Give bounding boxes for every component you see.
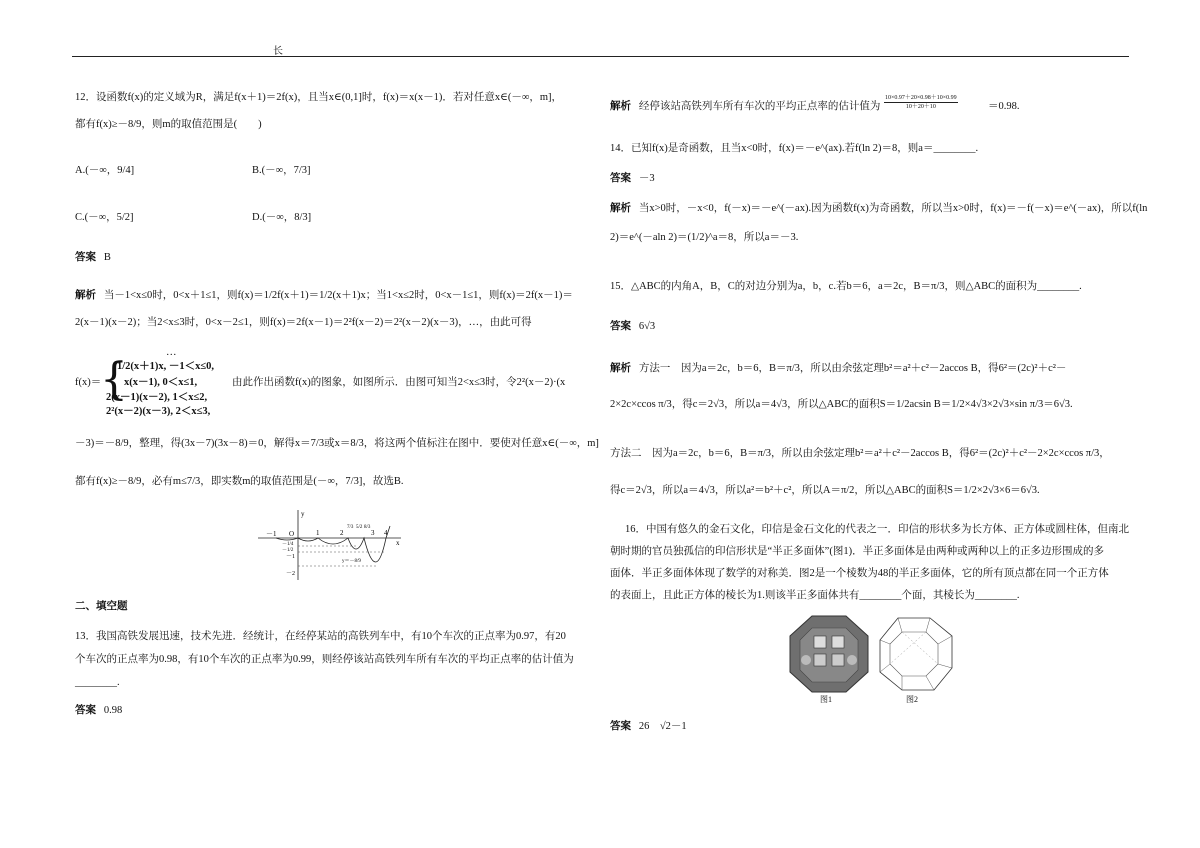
explain-label: 解析 (610, 203, 631, 214)
explain-text: 经停该站高铁列车所有车次的平均正点率的估计值为 (638, 101, 881, 112)
q15-answer (610, 320, 655, 334)
figure1-caption: 图1 (820, 695, 832, 704)
q16-answer (610, 720, 687, 734)
tick-label-8-3: 8/3 (364, 525, 371, 530)
tick-label-neg2: －2 (286, 571, 296, 577)
page-header-text: 长 (273, 46, 283, 57)
q13-explain (610, 100, 880, 114)
axis-label-x: x (396, 539, 400, 547)
q15-method2-line2: 得c＝2√3，所以a＝4√3，所以a²＝b²＋c²，所以A＝π/2，所以△ABC的面积S＝1/2×2√3×6＝6√3. (610, 485, 1040, 496)
q15-method1-line2: 2×2c×ccos π/3，得c＝2√3，所以a＝4√3，所以△ABC的面积S＝1/2acsin B＝1/2×4√3×2√3×sin π/3＝6√3. (610, 399, 1073, 410)
figure2-caption: 图2 (906, 695, 918, 704)
explain-label: 解析 (610, 363, 631, 374)
explain-label: 解析 (75, 290, 96, 301)
header-rule (72, 56, 1129, 57)
tick-label-neg1-y: －1 (286, 554, 296, 560)
piecewise-dots: … (166, 347, 177, 358)
tick-label-neg1: －1 (266, 530, 277, 538)
q13-line2: 个车次的正点率为0.98，有10个车次的正点率为0.99，则经停该站高铁列车所有车次的平均正点率的估计值为 (75, 654, 574, 665)
piecewise-fx: f(x)＝ (75, 377, 102, 388)
q12-option-d: D.(－∞，8/3] (252, 212, 312, 223)
fraction-denominator: 10＋20＋10 (905, 104, 936, 110)
q14-line1: 14．已知f(x)是奇函数，且当x<0时，f(x)＝－e^(ax).若f(ln 2)＝8，则a＝________. (610, 143, 979, 154)
q12-option-b: B.(－∞，7/3] (252, 165, 311, 176)
q15-method1-line1 (610, 362, 1066, 376)
section-heading: 二、填空题 (75, 601, 128, 612)
q12-answer (75, 251, 111, 265)
q12-line2: 都有f(x)≥－8/9，则m的取值范围是( ) (75, 119, 262, 130)
answer-value: 26 √2－1 (638, 721, 687, 732)
q12-explain-line3: －3)＝－8/9，整理，得(3x－7)(3x－8)＝0，解得x＝7/3或x＝8/3，将这两个值标注在图中．要使对任意x∈(－∞，m] (75, 438, 599, 449)
answer-value: B (103, 252, 111, 263)
piecewise-brace: { (100, 354, 128, 405)
q12-option-c: C.(－∞，5/2] (75, 212, 134, 223)
q16-line3: 面体．半正多面体体现了数学的对称美．图2是一个棱数为48的半正多面体，它的所有顶点都在同一个正方体 (610, 568, 1109, 579)
line-label: y＝－8/9 (342, 559, 361, 564)
q14-explain-line2: 2)＝e^(－aln 2)＝(1/2)^a＝8，所以a＝－3. (610, 232, 799, 243)
tick-label-1: 1 (316, 529, 320, 537)
tick-label-neg-half: －1/2 (282, 548, 294, 553)
q15-method2-line1: 方法二 因为a＝2c，b＝6，B＝π/3，所以由余弦定理b²＝a²＋c²－2accos B，得6²＝(2c)²＋c²－2×2c×ccos π/3， (610, 448, 1110, 459)
tick-label-neg-quarter: －1/4 (282, 542, 294, 547)
q13-explain-tail: ＝0.98. (988, 101, 1020, 112)
q13-line3: ________. (75, 677, 120, 688)
explain-text: 方法一 因为a＝2c，b＝6，B＝π/3，所以由余弦定理b²＝a²＋c²－2accos B，得6²＝(2c)²＋c²－ (638, 363, 1067, 374)
q14-answer (610, 172, 655, 186)
answer-value: －3 (638, 173, 655, 184)
tick-label-3: 3 (371, 529, 375, 537)
q16-line4: 的表面上，且此正方体的棱长为1.则该半正多面体共有________个面，其棱长为________. (610, 590, 1020, 601)
axis-label-y: y (301, 510, 305, 518)
q12-line1: 12．设函数f(x)的定义域为R，满足f(x＋1)＝2f(x)，且当x∈(0,1]时，f(x)＝x(x－1)．若对任意x∈(－∞，m]， (75, 92, 563, 103)
q16-line1: 16．中国有悠久的金石文化，印信是金石文化的代表之一．印信的形状多为长方体、正方体或圆柱体，但南北 (625, 524, 1129, 535)
explain-text: 当－1<x≤0时，0<x＋1≤1，则f(x)＝1/2f(x＋1)＝1/2(x＋1)x；当1<x≤2时，0<x－1≤1，则f(x)＝2f(x－1)＝ (103, 290, 573, 301)
q13-answer (75, 704, 122, 718)
answer-label: 答案 (610, 321, 631, 332)
q12-explain-line4: 都有f(x)≥－8/9，必有m≤7/3，即实数m的取值范围是(－∞，7/3]，故选B. (75, 476, 404, 487)
explain-text: 当x>0时，－x<0，f(－x)＝－e^(－ax).因为函数f(x)为奇函数，所以当x>0时，f(x)＝－f(－x)＝e^(－ax)，所以f(ln (638, 203, 1148, 214)
q16-line2: 朝时期的官员独孤信的印信形状是“半正多面体”(图1)．半正多面体是由两种或两种以上的正多边形围成的多 (610, 546, 1105, 557)
answer-label: 答案 (610, 173, 631, 184)
tick-label-5-2: 5/2 (356, 525, 363, 530)
fraction-numerator: 10×0.97＋20×0.98＋10×0.99 (885, 95, 957, 101)
answer-value: 6√3 (638, 321, 656, 332)
q14-explain-line1 (610, 202, 1147, 216)
seal-photo (788, 614, 870, 694)
polyhedron-diagram (876, 614, 956, 694)
q12-explain-line1 (75, 289, 573, 303)
piecewise-case3: 2(x－1)(x－2), 1＜x≤2, (106, 392, 208, 403)
piecewise-case1: 1/2(x＋1)x, －1＜x≤0, (117, 361, 215, 372)
function-graph (256, 508, 406, 583)
q13-line1: 13．我国高铁发展迅速，技术先进．经统计，在经停某站的高铁列车中，有10个车次的正点率为0.97，有20 (75, 631, 566, 642)
q12-option-a: A.(－∞，9/4] (75, 165, 135, 176)
tick-label-4: 4 (384, 529, 388, 537)
tick-label-origin: O (289, 530, 295, 538)
piecewise-case4: 2²(x－2)(x－3), 2＜x≤3, (106, 406, 211, 417)
explain-label: 解析 (610, 101, 631, 112)
q12-explain-line2: 2(x－1)(x－2)；当2<x≤3时，0<x－2≤1，则f(x)＝2f(x－1)＝2²f(x－2)＝2²(x－2)(x－3)，…，由此可得 (75, 317, 532, 328)
piecewise-case2: x(x－1), 0＜x≤1, (124, 377, 198, 388)
q13-fraction (884, 94, 958, 111)
answer-value: 0.98 (103, 705, 123, 716)
tick-label-2: 2 (340, 529, 344, 537)
answer-label: 答案 (75, 705, 96, 716)
answer-label: 答案 (610, 721, 631, 732)
q15-line1: 15．△ABC的内角A，B，C的对边分别为a，b，c.若b＝6，a＝2c，B＝π/3，则△ABC的面积为________. (610, 281, 1082, 292)
answer-label: 答案 (75, 252, 96, 263)
tick-label-7-3: 7/3 (347, 525, 354, 530)
piecewise-tail: 由此作出函数f(x)的图象，如图所示．由图可知当2<x≤3时，令2²(x－2)·(x (232, 377, 566, 388)
